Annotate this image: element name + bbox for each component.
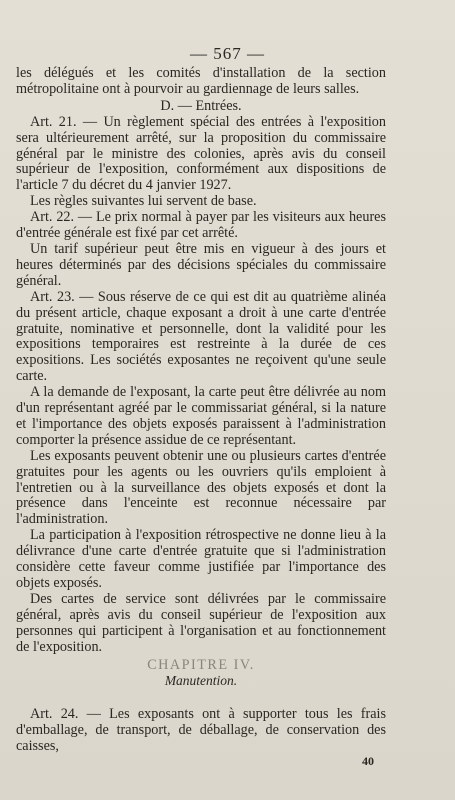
article-22: Art. 22. — Le prix normal à payer par les visiteurs aux heures d'entrée générale est fixé par cet arrêté. [16, 209, 386, 242]
article-23-staff: Les exposants peuvent obtenir une ou plusieurs cartes d'entrée gratuites pour les agents ou les ouvriers qu'ils emploient à l'entretien ou à la surveillance des objets exposés et dont la présence dans l'enceinte est reconnue nécessaire par l'administration. [16, 447, 386, 528]
article-22-tariff: Un tarif supérieur peut être mis en vigueur à des jours et heures déterminés par des décisions spéciales du commissaire général. [16, 240, 386, 289]
printer-signature-mark: 40 [362, 754, 374, 768]
page-number: — 567 — [190, 44, 265, 63]
article-21: Art. 21. — Un règlement spécial des entrées à l'exposition sera ultérieurement arrêté, sur la proposition du commissaire général par le ministre des colonies, après avis du conseil supérieur de l'exposition, conformément aux dispositions de l'article 7 du décret du 4 janvier 1927. [16, 113, 386, 194]
article-24: Art. 24. — Les exposants ont à supporter tous les frais d'emballage, de transport, de déballage, de conservation des caisses, [16, 706, 386, 755]
article-23: Art. 23. — Sous réserve de ce qui est dit au quatrième alinéa du présent article, chaque exposant a droit à une carte d'entrée gratuite, nominative et personnelle, dont la validité pour les expositions temporaires est restreinte à la durée de ces expositions. Les sociétés exposantes ne reçoivent qu'une seule carte. [16, 288, 386, 385]
article-23-request: A la demande de l'exposant, la carte peut être délivrée au nom d'un représentant agréé par le commissariat général, si la nature et l'importance des objets exposés paraissent à l'administration comporter la présence assidue de ce représentant. [16, 384, 386, 448]
body-text [16, 66, 386, 755]
article-21-rules: Les règles suivantes lui servent de base. [30, 193, 257, 210]
article-23-service-cards: Des cartes de service sont délivrées par le commissaire général, après avis du conseil supérieur de l'exposition aux personnes qui participent à l'organisation et au fonctionnement de l'exposition. [16, 590, 386, 655]
chapter-subtitle: Manutention. [164, 673, 238, 689]
chapter-title: CHAPITRE IV. [147, 656, 255, 673]
section-heading: D. — Entrées. [160, 97, 242, 114]
article-23-retrospective: La participation à l'exposition rétrospective ne donne lieu à la délivrance d'une carte d'entrée gratuite que si l'administration considère cette faveur comme justifiée par l'importance des objets exposés. [16, 527, 386, 591]
paragraph-continuation: les délégués et les comités d'installation de la section métropolitaine ont à pourvoir au gardiennage de leurs salles. [16, 65, 386, 97]
